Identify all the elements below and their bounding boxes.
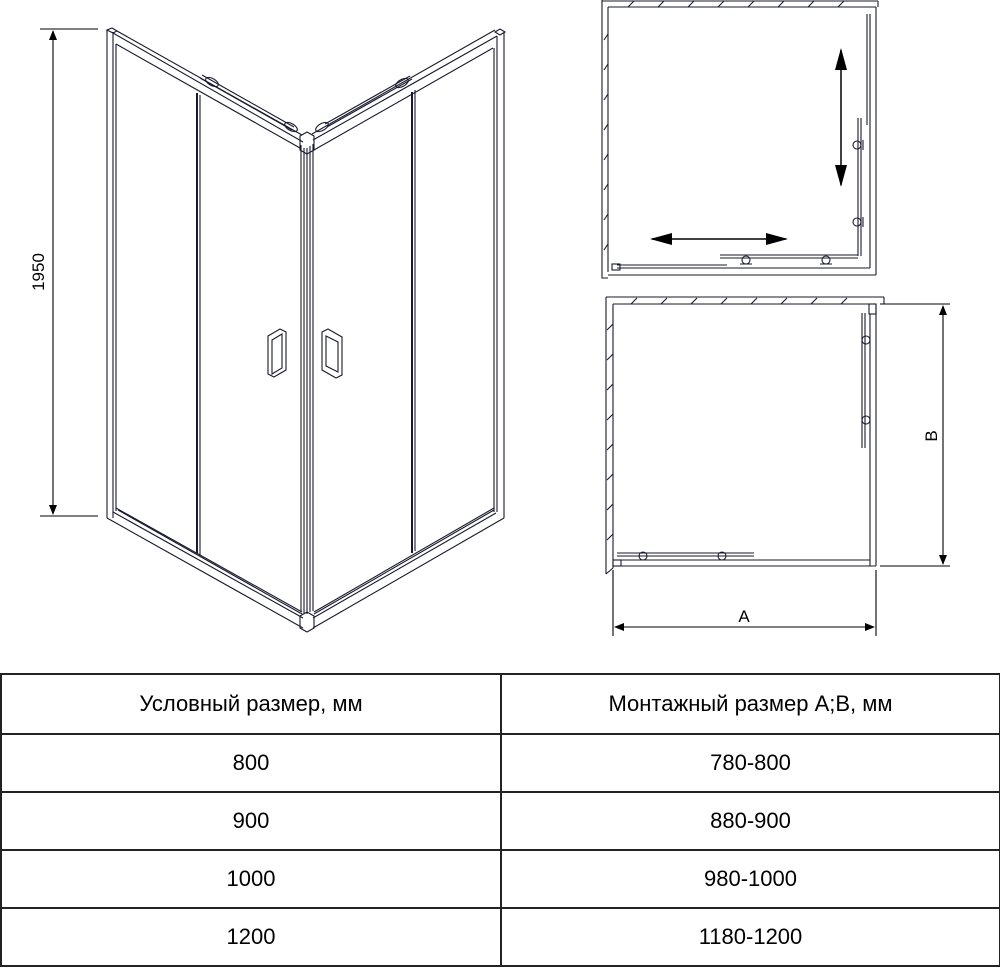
header-nominal-size: Условный размер, мм <box>1 674 501 734</box>
table-row <box>1 908 1000 966</box>
height-dimension-label: 1950 <box>29 253 48 291</box>
nominal-size-cell: 1000 <box>1 850 501 908</box>
nominal-size-cell: 900 <box>1 792 501 850</box>
top-view-open <box>602 0 878 278</box>
table-row <box>1 850 1000 908</box>
table-row <box>1 734 1000 792</box>
mounting-size-cell: 780-800 <box>501 734 1000 792</box>
header-mounting-size: Монтажный размер A;B, мм <box>501 674 1000 734</box>
table-row <box>1 792 1000 850</box>
dimension-a <box>613 570 876 636</box>
isometric-view <box>29 28 505 632</box>
dimension-b <box>880 304 950 566</box>
mounting-size-cell: 980-1000 <box>501 850 1000 908</box>
dimension-b-label: B <box>922 430 941 442</box>
nominal-size-cell: 1200 <box>1 908 501 966</box>
left-door-handle <box>268 329 286 377</box>
table-header-row <box>1 674 1000 734</box>
top-view-closed <box>606 297 950 636</box>
nominal-size-cell: 800 <box>1 734 501 792</box>
mounting-size-cell: 1180-1200 <box>501 908 1000 966</box>
height-dimension <box>29 29 98 516</box>
dimension-a-label: A <box>738 607 750 626</box>
right-door-handle <box>322 329 342 378</box>
size-specification-table <box>0 673 1000 967</box>
mounting-size-cell: 880-900 <box>501 792 1000 850</box>
